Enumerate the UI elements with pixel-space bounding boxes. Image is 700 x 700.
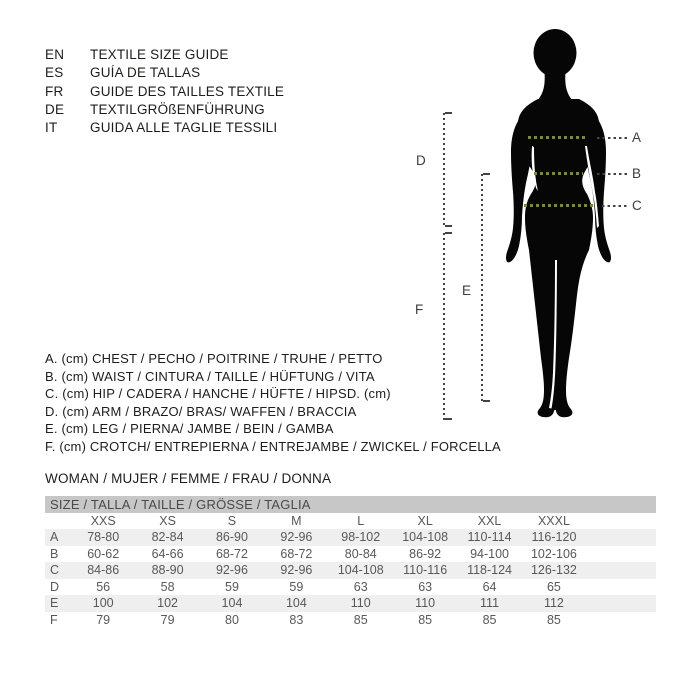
value-cell: 65 xyxy=(546,579,561,594)
value-cell: 104-108 xyxy=(402,530,449,544)
value-cell: 86-92 xyxy=(409,546,442,561)
language-row-it xyxy=(45,119,284,137)
value-cell: 56 xyxy=(96,579,111,594)
value-cell: 92-96 xyxy=(280,563,313,577)
marker-label-f: F xyxy=(415,302,424,317)
value-cell: 88-90 xyxy=(151,563,184,577)
measure-line-d-bottom-tick xyxy=(445,225,452,227)
measure-line-f-top-tick xyxy=(445,232,452,234)
value-cell: 85 xyxy=(418,612,433,627)
guide-title: TEXTILGRÖßENFÜHRUNG xyxy=(90,101,265,117)
value-cell: 63 xyxy=(418,579,433,594)
value-cell: 110 xyxy=(350,596,371,610)
value-cell: 59 xyxy=(225,579,239,594)
measure-line-b-body xyxy=(534,172,583,175)
measure-line-b xyxy=(597,173,627,175)
legend-line-a: A. (cm) CHEST / PECHO / POITRINE / TRUHE / PETTO xyxy=(45,351,383,366)
legend-line-e: E. (cm) LEG / PIERNA/ JAMBE / BEIN / GAMBA xyxy=(45,421,334,436)
legend-line-b: B. (cm) WAIST / CINTURA / TAILLE / HÜFTUNG / VITA xyxy=(45,368,375,384)
value-cell: 102-106 xyxy=(530,546,577,561)
table-row-c xyxy=(45,562,656,579)
value-cell: 60-62 xyxy=(87,546,120,561)
language-row-es xyxy=(45,64,284,82)
size-table-column-header-row xyxy=(45,513,656,529)
measure-line-a xyxy=(597,137,627,139)
language-code: EN xyxy=(45,47,65,62)
value-cell: 59 xyxy=(289,579,304,594)
language-code: IT xyxy=(45,120,58,136)
language-code: FR xyxy=(45,83,64,99)
size-column-header-xl: XL xyxy=(417,514,433,528)
value-cell: 80 xyxy=(225,612,239,627)
measure-line-a-body xyxy=(528,136,586,139)
size-column-header-s: S xyxy=(227,514,237,528)
size-column-header-l: L xyxy=(357,514,365,528)
guide-title: TEXTILE SIZE GUIDE xyxy=(90,47,229,62)
size-column-header-xxs: XXS xyxy=(90,514,116,528)
value-cell: 112 xyxy=(543,596,564,610)
measure-line-d xyxy=(443,113,445,227)
value-cell: 85 xyxy=(546,612,561,627)
size-table xyxy=(45,496,656,628)
value-cell: 64 xyxy=(482,579,497,594)
row-label-b: B xyxy=(50,546,59,561)
value-cell: 86-90 xyxy=(215,530,248,544)
size-column-header-m: M xyxy=(291,514,302,528)
value-cell: 80-84 xyxy=(344,546,377,561)
size-table-title-bar: SIZE / TALLA / TAILLE / GRÖSSE / TAGLIA xyxy=(45,496,656,513)
value-cell: 83 xyxy=(289,612,304,627)
size-table-body xyxy=(45,529,656,628)
value-cell: 63 xyxy=(353,579,368,594)
value-cell: 78-80 xyxy=(87,530,120,544)
language-code: ES xyxy=(45,65,64,81)
measure-line-d-top-tick xyxy=(445,112,452,114)
marker-label-d: D xyxy=(416,153,426,168)
size-column-header-xxxl: XXXL xyxy=(537,514,570,528)
value-cell: 126-132 xyxy=(530,563,577,577)
value-cell: 94-100 xyxy=(470,546,509,561)
table-row-e xyxy=(45,595,656,612)
value-cell: 85 xyxy=(482,612,497,627)
value-cell: 64-66 xyxy=(151,546,184,561)
value-cell: 100 xyxy=(92,596,114,610)
row-label-f: F xyxy=(50,612,58,627)
value-cell: 82-84 xyxy=(151,530,184,544)
value-cell: 58 xyxy=(160,579,175,594)
value-cell: 84-86 xyxy=(87,563,120,577)
table-row-a xyxy=(45,529,656,546)
value-cell: 110-114 xyxy=(467,530,512,544)
language-title-list xyxy=(45,46,284,137)
measure-line-c xyxy=(602,205,627,207)
marker-label-e: E xyxy=(462,283,472,298)
value-cell: 104 xyxy=(285,596,307,610)
language-row-fr xyxy=(45,83,284,101)
value-cell: 111 xyxy=(480,596,500,610)
value-cell: 79 xyxy=(160,612,175,627)
marker-label-b: B xyxy=(632,166,642,181)
marker-label-a: A xyxy=(632,130,642,145)
value-cell: 92-96 xyxy=(215,563,248,577)
marker-label-c: C xyxy=(632,198,642,213)
value-cell: 118-124 xyxy=(467,563,513,577)
measurement-legend xyxy=(45,350,501,455)
guide-title: GUIDA ALLE TAGLIE TESSILI xyxy=(90,120,278,136)
legend-line-d: D. (cm) ARM / BRAZO/ BRAS/ WAFFEN / BRACCIA xyxy=(45,403,357,419)
row-label-d: D xyxy=(50,579,60,594)
gender-heading: WOMAN / MUJER / FEMME / FRAU / DONNA xyxy=(45,471,332,486)
value-cell: 110 xyxy=(415,596,436,610)
language-row-en xyxy=(45,46,284,64)
table-row-b xyxy=(45,546,656,563)
woman-silhouette-image xyxy=(495,28,625,420)
value-cell: 104 xyxy=(221,596,243,610)
value-cell: 68-72 xyxy=(215,546,248,561)
value-cell: 116-120 xyxy=(531,530,577,544)
value-cell: 98-102 xyxy=(341,530,381,544)
value-cell: 68-72 xyxy=(280,546,313,561)
value-cell: 102 xyxy=(157,596,179,610)
row-label-c: C xyxy=(50,563,60,577)
value-cell: 110-116 xyxy=(403,563,448,577)
measure-line-e-top-tick xyxy=(483,173,490,175)
value-cell: 92-96 xyxy=(280,530,313,544)
table-row-f xyxy=(45,612,656,629)
size-column-header-xxl: XXL xyxy=(477,514,502,528)
size-column-header-xs: XS xyxy=(159,514,176,528)
value-cell: 79 xyxy=(96,612,111,627)
value-cell: 104-108 xyxy=(337,563,384,577)
legend-line-c: C. (cm) HIP / CADERA / HANCHE / HÜFTE / HIPSD. (cm) xyxy=(45,386,391,401)
value-cell: 85 xyxy=(353,612,368,627)
legend-line-f: F. (cm) CROTCH/ ENTREPIERNA / ENTREJAMBE / ZWICKEL / FORCELLA xyxy=(45,438,501,454)
measure-line-c-body xyxy=(524,204,593,207)
language-code: DE xyxy=(45,101,65,117)
row-label-e: E xyxy=(50,596,59,610)
language-row-de xyxy=(45,101,284,119)
guide-title: GUÍA DE TALLAS xyxy=(90,65,201,81)
guide-title: GUIDE DES TAILLES TEXTILE xyxy=(90,83,285,99)
table-row-d xyxy=(45,579,656,596)
row-label-a: A xyxy=(50,530,59,544)
